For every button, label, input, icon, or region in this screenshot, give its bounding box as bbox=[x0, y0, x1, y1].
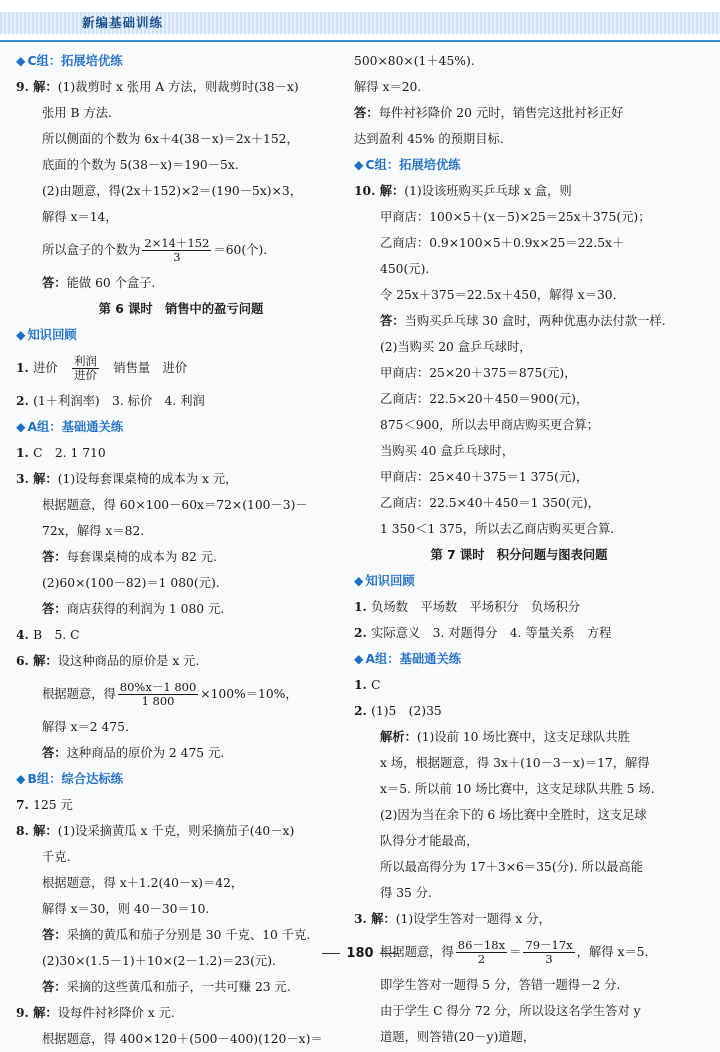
footer-dash-right bbox=[380, 953, 398, 954]
lesson-title bbox=[16, 296, 346, 322]
section-heading bbox=[16, 48, 346, 74]
line-text: (1)设采摘黄瓜 x 千克，则采摘茄子(40－x) bbox=[57, 824, 295, 838]
item-number: 4. bbox=[16, 627, 34, 642]
line-text: x 场，根据题意，得 3x＋(10－3－x)＝17，解得 bbox=[380, 756, 650, 770]
answer-line bbox=[354, 308, 684, 334]
item-number: 8. bbox=[16, 823, 34, 838]
line-text: 当购买乒乓球 30 盒时，两种优惠办法付款一样. bbox=[404, 314, 666, 328]
line-text: ×100%＝10%， bbox=[200, 687, 298, 701]
line-text: 根据题意，得 bbox=[380, 945, 454, 959]
answer-line bbox=[16, 230, 346, 270]
line-text: 根据题意，得 400×120＋(500－400)(120－x)＝ bbox=[42, 1032, 323, 1046]
item-number: 10. bbox=[354, 183, 380, 198]
fraction-denominator: 进价 bbox=[74, 368, 98, 382]
section-heading bbox=[16, 766, 346, 792]
section-heading-text: 知识回顾 bbox=[365, 574, 415, 588]
answer-line bbox=[354, 972, 684, 998]
line-text: 乙商店：22.5×20＋450＝900(元)， bbox=[380, 392, 589, 406]
answer-line bbox=[16, 1026, 346, 1052]
answer-label: 解： bbox=[379, 184, 405, 198]
answer-line bbox=[354, 750, 684, 776]
line-text: 实际意义 3. 对题得分 4. 等量关系 方程 bbox=[371, 626, 612, 640]
answer-label: 答： bbox=[42, 276, 67, 290]
answer-label: 答： bbox=[42, 928, 67, 942]
answer-line bbox=[354, 880, 684, 906]
line-text: 450(元). bbox=[380, 262, 430, 276]
answer-line bbox=[16, 178, 346, 204]
item-number: 3. bbox=[354, 911, 372, 926]
diamond-icon: ◆ bbox=[16, 328, 26, 342]
answer-item bbox=[16, 348, 346, 388]
answer-line bbox=[354, 126, 684, 152]
answer-line bbox=[354, 100, 684, 126]
line-text: (1)设每套课桌椅的成本为 x 元， bbox=[57, 472, 238, 486]
line-text: (1)裁剪时 x 张用 A 方法，则裁剪时(38－x) bbox=[57, 80, 299, 94]
answer-line bbox=[354, 854, 684, 880]
answer-item bbox=[354, 620, 684, 646]
answer-item bbox=[16, 388, 346, 414]
diamond-icon: ◆ bbox=[354, 158, 364, 172]
item-number: 1. bbox=[354, 677, 372, 692]
diamond-icon: ◆ bbox=[354, 652, 364, 666]
page-header bbox=[0, 0, 720, 44]
answer-item bbox=[16, 792, 346, 818]
line-text: 负场数 平场数 平场积分 负场积分 bbox=[371, 600, 581, 614]
answer-line bbox=[354, 776, 684, 802]
line-text: 解得 x＝2 475. bbox=[42, 720, 129, 734]
item-number: 2. bbox=[16, 393, 34, 408]
item-number: 1. bbox=[16, 360, 34, 375]
line-text: ，解得 x＝5. bbox=[576, 945, 649, 959]
line-text: (1)设前 10 场比赛中，这支足球队共胜 bbox=[416, 730, 630, 744]
section-heading bbox=[354, 646, 684, 672]
answer-line bbox=[16, 922, 346, 948]
answer-item bbox=[354, 906, 684, 932]
line-text: 根据题意，得 bbox=[42, 687, 116, 701]
line-text: 道题，则答错(20－y)道题， bbox=[380, 1030, 536, 1044]
line-text: 得 35 分. bbox=[380, 886, 432, 900]
page-number: 180 bbox=[346, 946, 374, 961]
item-number: 1. bbox=[16, 445, 34, 460]
line-text: 能做 60 个盒子. bbox=[66, 276, 156, 290]
answer-line bbox=[16, 570, 346, 596]
line-text: 设这种商品的原价是 x 元. bbox=[57, 654, 200, 668]
answer-item bbox=[354, 672, 684, 698]
answer-item bbox=[16, 622, 346, 648]
answer-label: 解： bbox=[33, 80, 58, 94]
line-text: 乙商店：22.5×40＋450＝1 350(元)， bbox=[380, 496, 600, 510]
line-text: 1 350＜1 375，所以去乙商店购买更合算. bbox=[380, 522, 615, 536]
line-text: ＝60(个). bbox=[213, 243, 268, 257]
answer-item bbox=[354, 178, 684, 204]
item-number: 2. bbox=[354, 625, 372, 640]
answer-label: 解： bbox=[33, 654, 58, 668]
line-text: (1＋利润率) 3. 标价 4. 利润 bbox=[33, 394, 205, 408]
section-heading-text: C组：拓展培优练 bbox=[27, 54, 123, 68]
answer-line bbox=[16, 492, 346, 518]
line-text: 设每件衬衫降价 x 元. bbox=[57, 1006, 175, 1020]
answer-item bbox=[16, 466, 346, 492]
left-column bbox=[16, 48, 346, 1052]
section-heading bbox=[354, 152, 684, 178]
answer-item bbox=[354, 698, 684, 724]
answer-item bbox=[16, 440, 346, 466]
item-number: 1. bbox=[354, 599, 372, 614]
answer-line bbox=[354, 230, 684, 256]
answer-line bbox=[354, 516, 684, 542]
answer-line bbox=[354, 464, 684, 490]
line-text: 乙商店：0.9×100×5＋0.9x×25＝22.5x＋ bbox=[380, 236, 625, 250]
lesson-title bbox=[354, 542, 684, 568]
answer-label: 答： bbox=[354, 106, 379, 120]
answer-label: 解析： bbox=[380, 730, 417, 744]
section-heading-text: B组：综合达标练 bbox=[27, 772, 123, 786]
line-text: 125 元 bbox=[33, 798, 73, 812]
line-text: 进价 bbox=[33, 361, 71, 375]
diamond-icon: ◆ bbox=[16, 772, 26, 786]
section-heading-text: A组：基础通关练 bbox=[27, 420, 124, 434]
line-text: 每件衬衫降价 20 元时，销售完这批衬衫正好 bbox=[378, 106, 624, 120]
line-text: (2)因为当在余下的 6 场比赛中全胜时，这支足球 bbox=[380, 808, 647, 822]
line-text: 875＜900，所以去甲商店购买更合算； bbox=[380, 418, 600, 432]
line-text: 队得分才能最高， bbox=[380, 834, 479, 848]
line-text: 甲商店：25×20＋375＝875(元)， bbox=[380, 366, 577, 380]
line-text: (1)5 (2)35 bbox=[371, 704, 442, 718]
answer-line bbox=[16, 518, 346, 544]
section-heading bbox=[16, 322, 346, 348]
section-heading-text: A组：基础通关练 bbox=[365, 652, 462, 666]
fraction-denominator: 1 800 bbox=[141, 694, 175, 708]
answer-line bbox=[354, 998, 684, 1024]
answer-line bbox=[16, 896, 346, 922]
answer-item bbox=[354, 594, 684, 620]
line-text: 由于学生 C 得分 72 分，所以设这名学生答对 y bbox=[380, 1004, 641, 1018]
right-column bbox=[354, 48, 684, 1050]
line-text: 72x，解得 x＝82. bbox=[42, 524, 145, 538]
line-text: 解得 x＝14， bbox=[42, 210, 118, 224]
item-number: 7. bbox=[16, 797, 34, 812]
answer-item bbox=[16, 1000, 346, 1026]
answer-line bbox=[16, 974, 346, 1000]
fraction-denominator: 3 bbox=[545, 952, 553, 966]
book-brand: 新编基础训练 bbox=[82, 15, 164, 30]
answer-line bbox=[354, 256, 684, 282]
line-text: C 2. 1 710 bbox=[33, 446, 106, 460]
line-text: 达到盈利 45% 的预期目标. bbox=[354, 132, 504, 146]
answer-line bbox=[16, 844, 346, 870]
item-number: 3. bbox=[16, 471, 34, 486]
line-text: (1)设该班购买乒乓球 x 盒，则 bbox=[404, 184, 572, 198]
line-text: C bbox=[371, 678, 381, 692]
answer-line bbox=[354, 438, 684, 464]
section-heading-text: 知识回顾 bbox=[27, 328, 77, 342]
line-text: 所以最高得分为 17＋3×6＝35(分). 所以最高能 bbox=[380, 860, 644, 874]
line-text: 解得 x＝30，则 40－30＝10. bbox=[42, 902, 210, 916]
answer-line bbox=[16, 126, 346, 152]
item-number: 2. bbox=[354, 703, 372, 718]
line-text: (2)由题意，得(2x＋152)×2＝(190－5x)×3， bbox=[42, 184, 302, 198]
line-text: 采摘的这些黄瓜和茄子，一共可赚 23 元. bbox=[66, 980, 291, 994]
footer-dash-left bbox=[322, 953, 340, 954]
line-text: 销售量 进价 bbox=[101, 361, 188, 375]
fraction-numerator: 80%x－1 800 bbox=[119, 680, 197, 694]
answer-label: 答： bbox=[380, 314, 405, 328]
answer-line bbox=[16, 674, 346, 714]
page-number-footer bbox=[0, 946, 720, 961]
line-text: 根据题意，得 60×100－60x＝72×(100－3)－ bbox=[42, 498, 308, 512]
item-number: 9. bbox=[16, 1005, 34, 1020]
line-text: 这种商品的原价为 2 475 元. bbox=[66, 746, 225, 760]
answer-line bbox=[16, 544, 346, 570]
answer-line bbox=[16, 152, 346, 178]
answer-line bbox=[16, 870, 346, 896]
answer-line bbox=[16, 714, 346, 740]
fraction-denominator: 3 bbox=[173, 250, 181, 264]
line-text: (2)60×(100－82)＝1 080(元). bbox=[42, 576, 220, 590]
answer-line bbox=[354, 802, 684, 828]
fraction-numerator: 79－17x bbox=[525, 938, 573, 952]
answer-item bbox=[16, 74, 346, 100]
section-heading bbox=[16, 414, 346, 440]
line-text: 商店获得的利润为 1 080 元. bbox=[66, 602, 225, 616]
line-text: 底面的个数为 5(38－x)＝190－5x. bbox=[42, 158, 239, 172]
section-heading-text: C组：拓展培优练 bbox=[365, 158, 461, 172]
line-text: 甲商店：25×40＋375＝1 375(元)， bbox=[380, 470, 589, 484]
answer-line bbox=[16, 596, 346, 622]
answer-line bbox=[354, 412, 684, 438]
answer-label: 答： bbox=[42, 980, 67, 994]
answer-line bbox=[354, 386, 684, 412]
answer-line bbox=[354, 334, 684, 360]
section-heading bbox=[354, 568, 684, 594]
answer-label: 答： bbox=[42, 550, 67, 564]
answer-item bbox=[16, 818, 346, 844]
answer-line bbox=[354, 282, 684, 308]
diamond-icon: ◆ bbox=[354, 574, 364, 588]
line-text: 解得 x＝20. bbox=[354, 80, 422, 94]
line-text: 千克. bbox=[42, 850, 71, 864]
fraction-numerator: 利润 bbox=[74, 354, 98, 368]
line-text: 每套课桌椅的成本为 82 元. bbox=[66, 550, 217, 564]
answer-line bbox=[16, 100, 346, 126]
line-text: 根据题意，得 x＋1.2(40－x)＝42， bbox=[42, 876, 244, 890]
line-text: 令 25x＋375＝22.5x＋450，解得 x＝30. bbox=[380, 288, 617, 302]
answer-line bbox=[354, 1024, 684, 1050]
lesson-title-text: 第 7 课时 积分问题与图表问题 bbox=[430, 548, 608, 562]
answer-label: 答： bbox=[42, 746, 67, 760]
fraction-denominator: 2 bbox=[477, 952, 486, 966]
fraction bbox=[72, 355, 99, 382]
line-text: 甲商店：100×5＋(x－5)×25＝25x＋375(元)； bbox=[380, 210, 651, 224]
line-text: 所以盒子的个数为 bbox=[42, 243, 141, 257]
answer-label: 解： bbox=[33, 472, 58, 486]
line-text: 所以侧面的个数为 6x＋4(38－x)＝2x＋152， bbox=[42, 132, 299, 146]
item-number: 6. bbox=[16, 653, 34, 668]
fraction bbox=[118, 681, 198, 708]
line-text: (2)当购买 20 盒乒乓球时， bbox=[380, 340, 532, 354]
answer-line bbox=[354, 204, 684, 230]
line-text: B 5. C bbox=[33, 628, 80, 642]
answer-item bbox=[16, 648, 346, 674]
diamond-icon: ◆ bbox=[16, 420, 26, 434]
header-rule bbox=[0, 40, 720, 42]
diamond-icon: ◆ bbox=[16, 54, 26, 68]
answer-line bbox=[354, 48, 684, 74]
line-text: (1)设学生答对一题得 x 分， bbox=[395, 912, 551, 926]
line-text: 当购买 40 盒乒乓球时， bbox=[380, 444, 515, 458]
answer-label: 答： bbox=[42, 602, 67, 616]
line-text: (2)30×(1.5－1)＋10×(2－1.2)＝23(元). bbox=[42, 954, 276, 968]
answer-line bbox=[16, 740, 346, 766]
line-text: x＝5. 所以前 10 场比赛中，这支足球队共胜 5 场. bbox=[380, 782, 655, 796]
answer-label: 解： bbox=[371, 912, 396, 926]
line-text: 500×80×(1＋45%). bbox=[354, 54, 475, 68]
fraction bbox=[142, 237, 211, 264]
fraction-numerator: 2×14＋152 bbox=[144, 236, 210, 250]
answer-line bbox=[16, 204, 346, 230]
answer-label: 解： bbox=[33, 1006, 58, 1020]
line-text: ＝ bbox=[509, 945, 522, 959]
answer-line bbox=[354, 360, 684, 386]
item-number: 9. bbox=[16, 79, 34, 94]
answer-line bbox=[354, 828, 684, 854]
line-text: 张用 B 方法. bbox=[42, 106, 112, 120]
answer-line bbox=[354, 490, 684, 516]
answer-line bbox=[354, 724, 684, 750]
lesson-title-text: 第 6 课时 销售中的盈亏问题 bbox=[98, 302, 264, 316]
answer-line bbox=[354, 74, 684, 100]
line-text: 采摘的黄瓜和茄子分别是 30 千克、10 千克. bbox=[66, 928, 311, 942]
answer-label: 解： bbox=[33, 824, 58, 838]
fraction-numerator: 86－18x bbox=[457, 938, 506, 952]
answer-line bbox=[16, 270, 346, 296]
line-text: 即学生答对一题得 5 分，答错一题得－2 分. bbox=[380, 978, 621, 992]
